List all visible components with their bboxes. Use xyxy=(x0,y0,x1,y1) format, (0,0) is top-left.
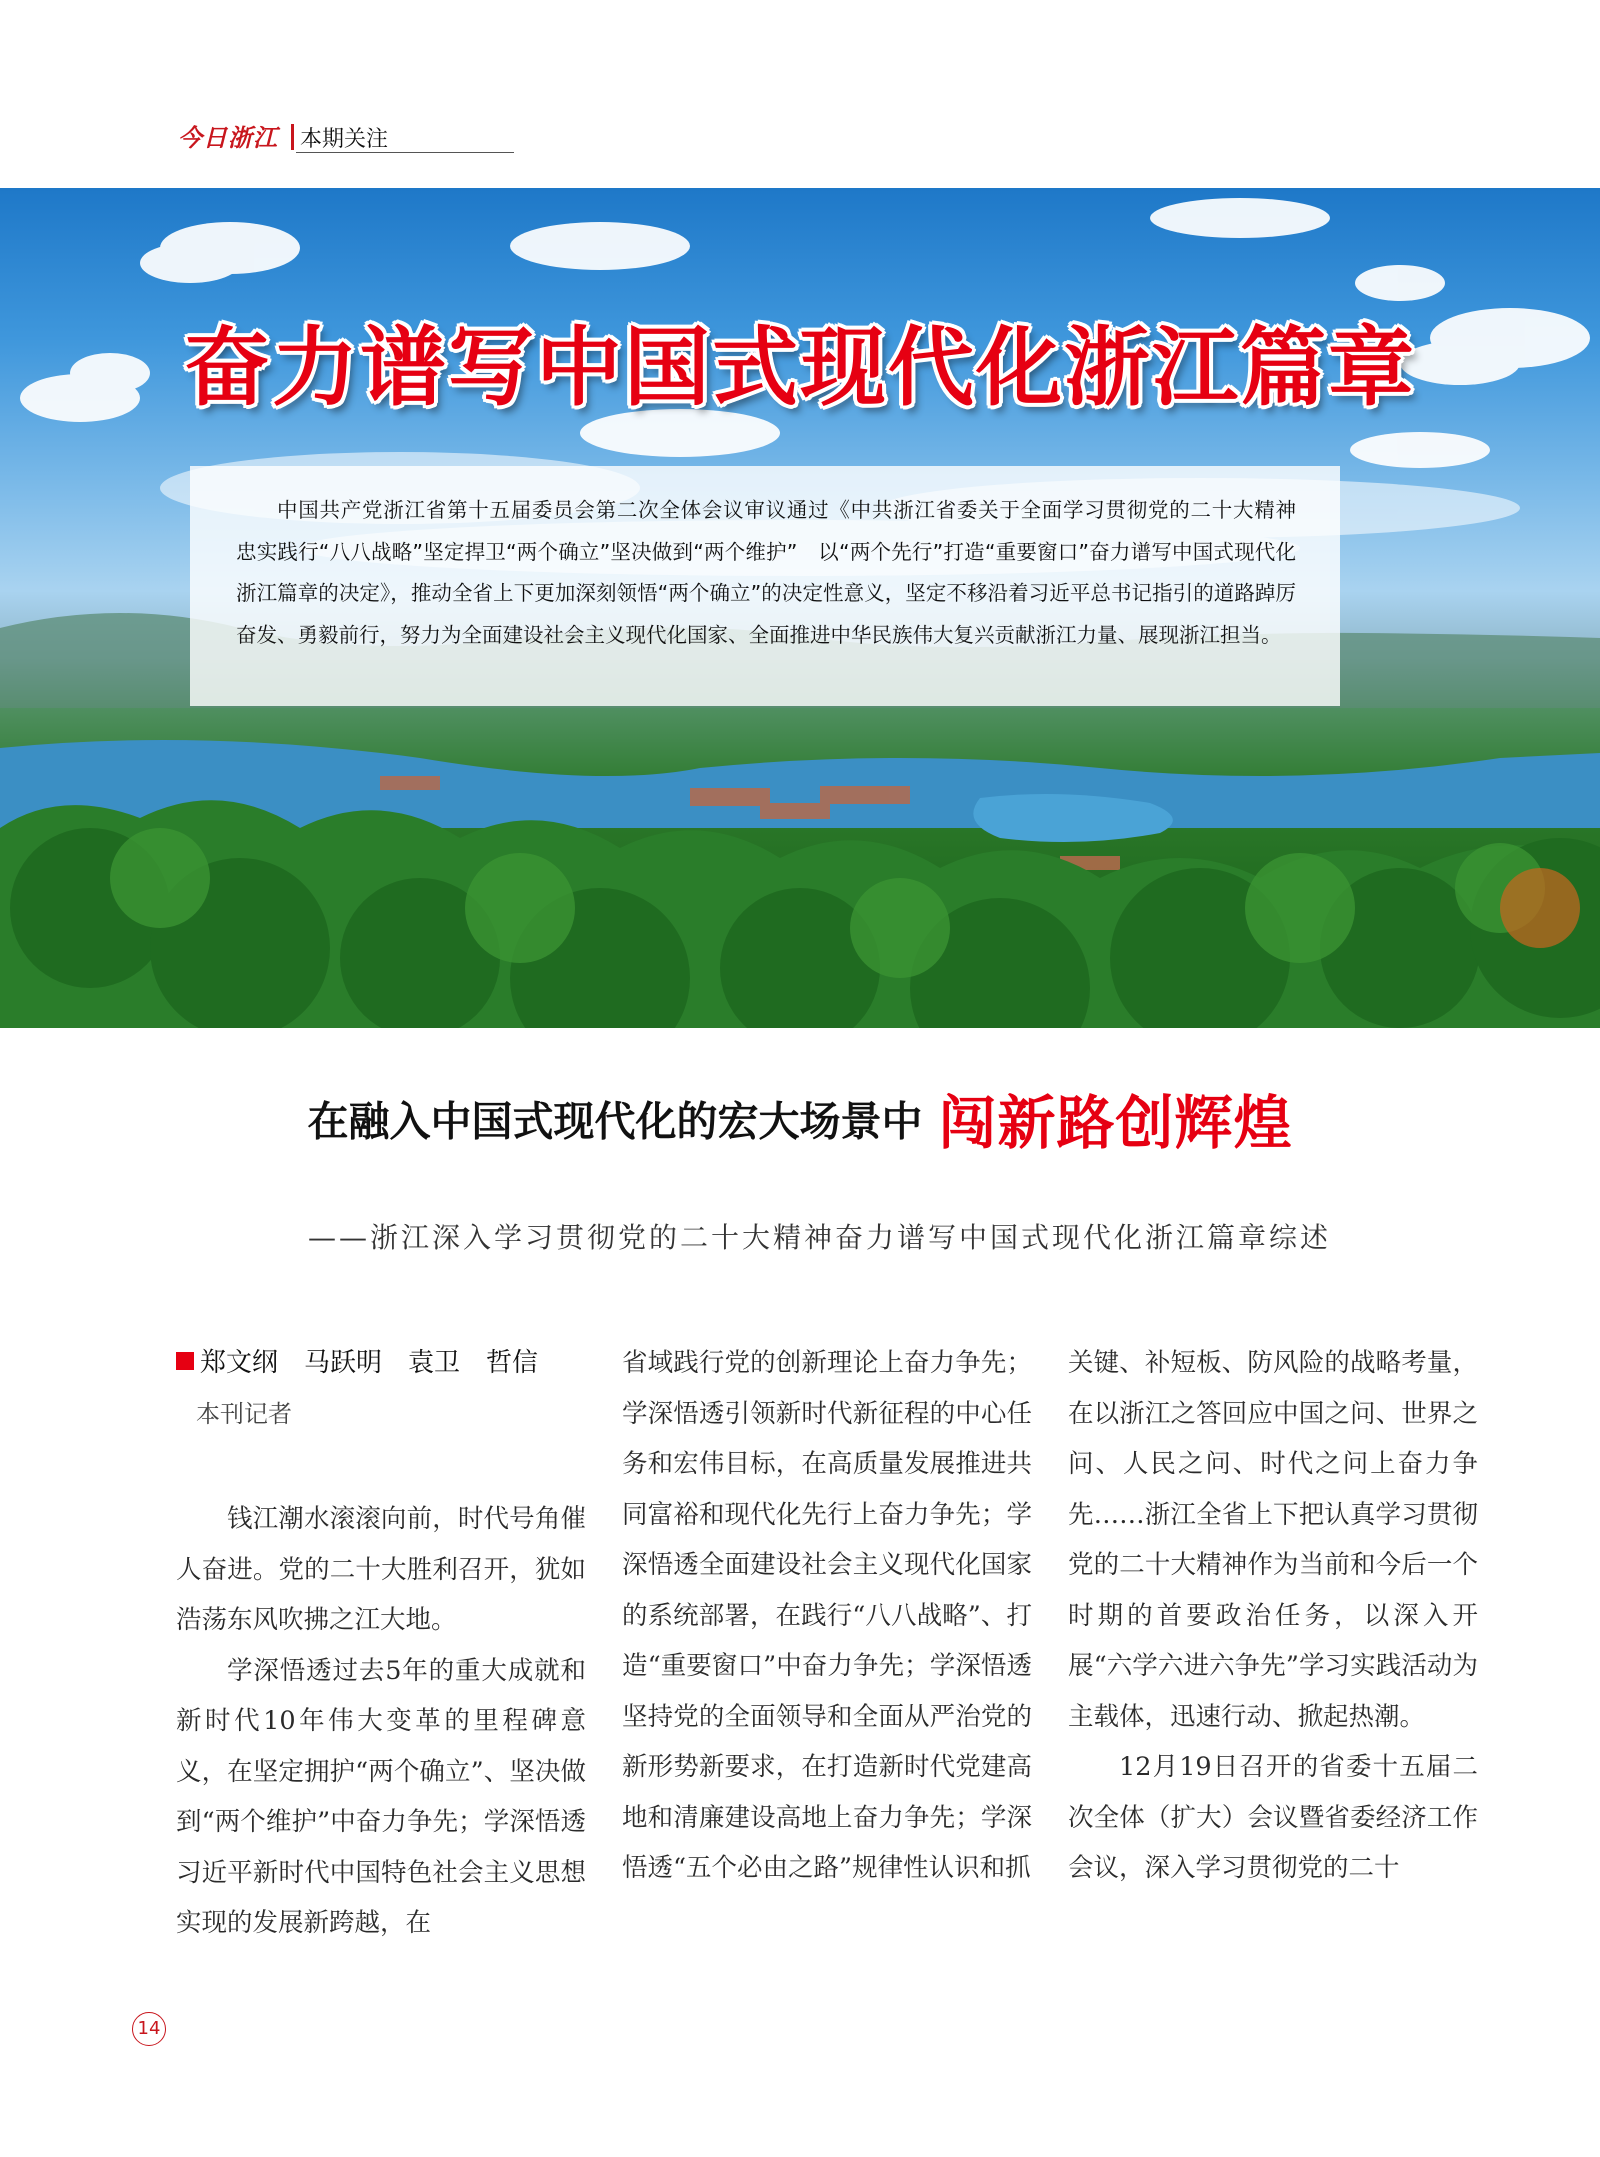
byline-marker xyxy=(176,1352,194,1370)
banner-image xyxy=(0,188,1600,1028)
paragraph: 12月19日召开的省委十五届二次全体（扩大）会议暨省委经济工作会议，深入学习贯彻党的二十 xyxy=(1068,1752,1478,1883)
header-divider xyxy=(291,124,294,150)
article-title-highlight: 闯新路创辉煌 xyxy=(938,1089,1293,1157)
page-header xyxy=(178,118,514,158)
page-number: 14 xyxy=(132,2012,166,2046)
header-rule xyxy=(296,152,514,153)
magazine-logo: 今日浙江 xyxy=(178,123,278,152)
paragraph: 省域践行党的创新理论上奋力争先；学深悟透引领新时代新征程的中心任务和宏伟目标，在高质量发展推进共同富裕和现代化先行上奋力争先；学深悟透全面建设社会主义现代化国家的系统部署，在践行“八八战略”、打造“重要窗口”中奋力争先；学深悟透坚持党的全面领导和全面从严治党的新形势新要求，在打造新时代党建高地和清廉建设高地上奋力争先；学深悟透“五个必由之路”规律性认识和抓 xyxy=(622,1348,1032,1883)
section-label: 本期关注 xyxy=(300,127,389,152)
paragraph: 钱江潮水滚滚向前，时代号角催人奋进。党的二十大胜利召开，犹如浩荡东风吹拂之江大地。 xyxy=(176,1504,586,1635)
author-names: 郑文纲 马跃明 袁卫 哲信 xyxy=(200,1348,539,1378)
article-subtitle: ——浙江深入学习贯彻党的二十大精神奋力谱写中国式现代化浙江篇章综述 xyxy=(308,1221,1332,1254)
paragraph: 关键、补短板、防风险的战略考量，在以浙江之答回应中国之问、世界之问、人民之问、时代之问上奋力争先……浙江全省上下把认真学习贯彻党的二十大精神作为当前和今后一个时期的首要政治任务，以深入开展“六学六进六争先”学习实践活动为主载体，迅速行动、掀起热潮。 xyxy=(1068,1348,1478,1732)
article-title xyxy=(0,1076,1600,1160)
column-1 xyxy=(176,1494,586,1949)
paragraph: 学深悟透过去5年的重大成就和新时代10年伟大变革的里程碑意义，在坚定拥护“两个确立”、坚决做到“两个维护”中奋力争先；学深悟透习近平新时代中国特色社会主义思想实现的发展新跨越，在 xyxy=(176,1655,586,1938)
summary-box: 中国共产党浙江省第十五届委员会第二次全体会议审议通过《中共浙江省委关于全面学习贯彻党的二十大精神 忠实践行“八八战略”坚定捍卫“两个确立”坚决做到“两个维护” 以“两个先行”打造“重要窗口”奋力谱写中国式现代化浙江篇章的决定》，推动全省上下更加深刻领悟“两个确立”的决定性意义，坚定不移沿着习近平总书记指引的道路踔厉奋发、勇毅前行，努力为全面建设社会主义现代化国家、全面推进中华民族伟大复兴贡献浙江力量、展现浙江担当。 xyxy=(190,466,1340,706)
byline xyxy=(176,1342,538,1379)
article-title-main: 在融入中国式现代化的宏大场景中 xyxy=(307,1097,923,1146)
banner-title: 奋力谱写中国式现代化浙江篇章 xyxy=(184,318,1416,418)
column-3 xyxy=(1068,1338,1478,1894)
reporter-label: 本刊记者 xyxy=(196,1400,292,1428)
column-2 xyxy=(622,1338,1032,1894)
